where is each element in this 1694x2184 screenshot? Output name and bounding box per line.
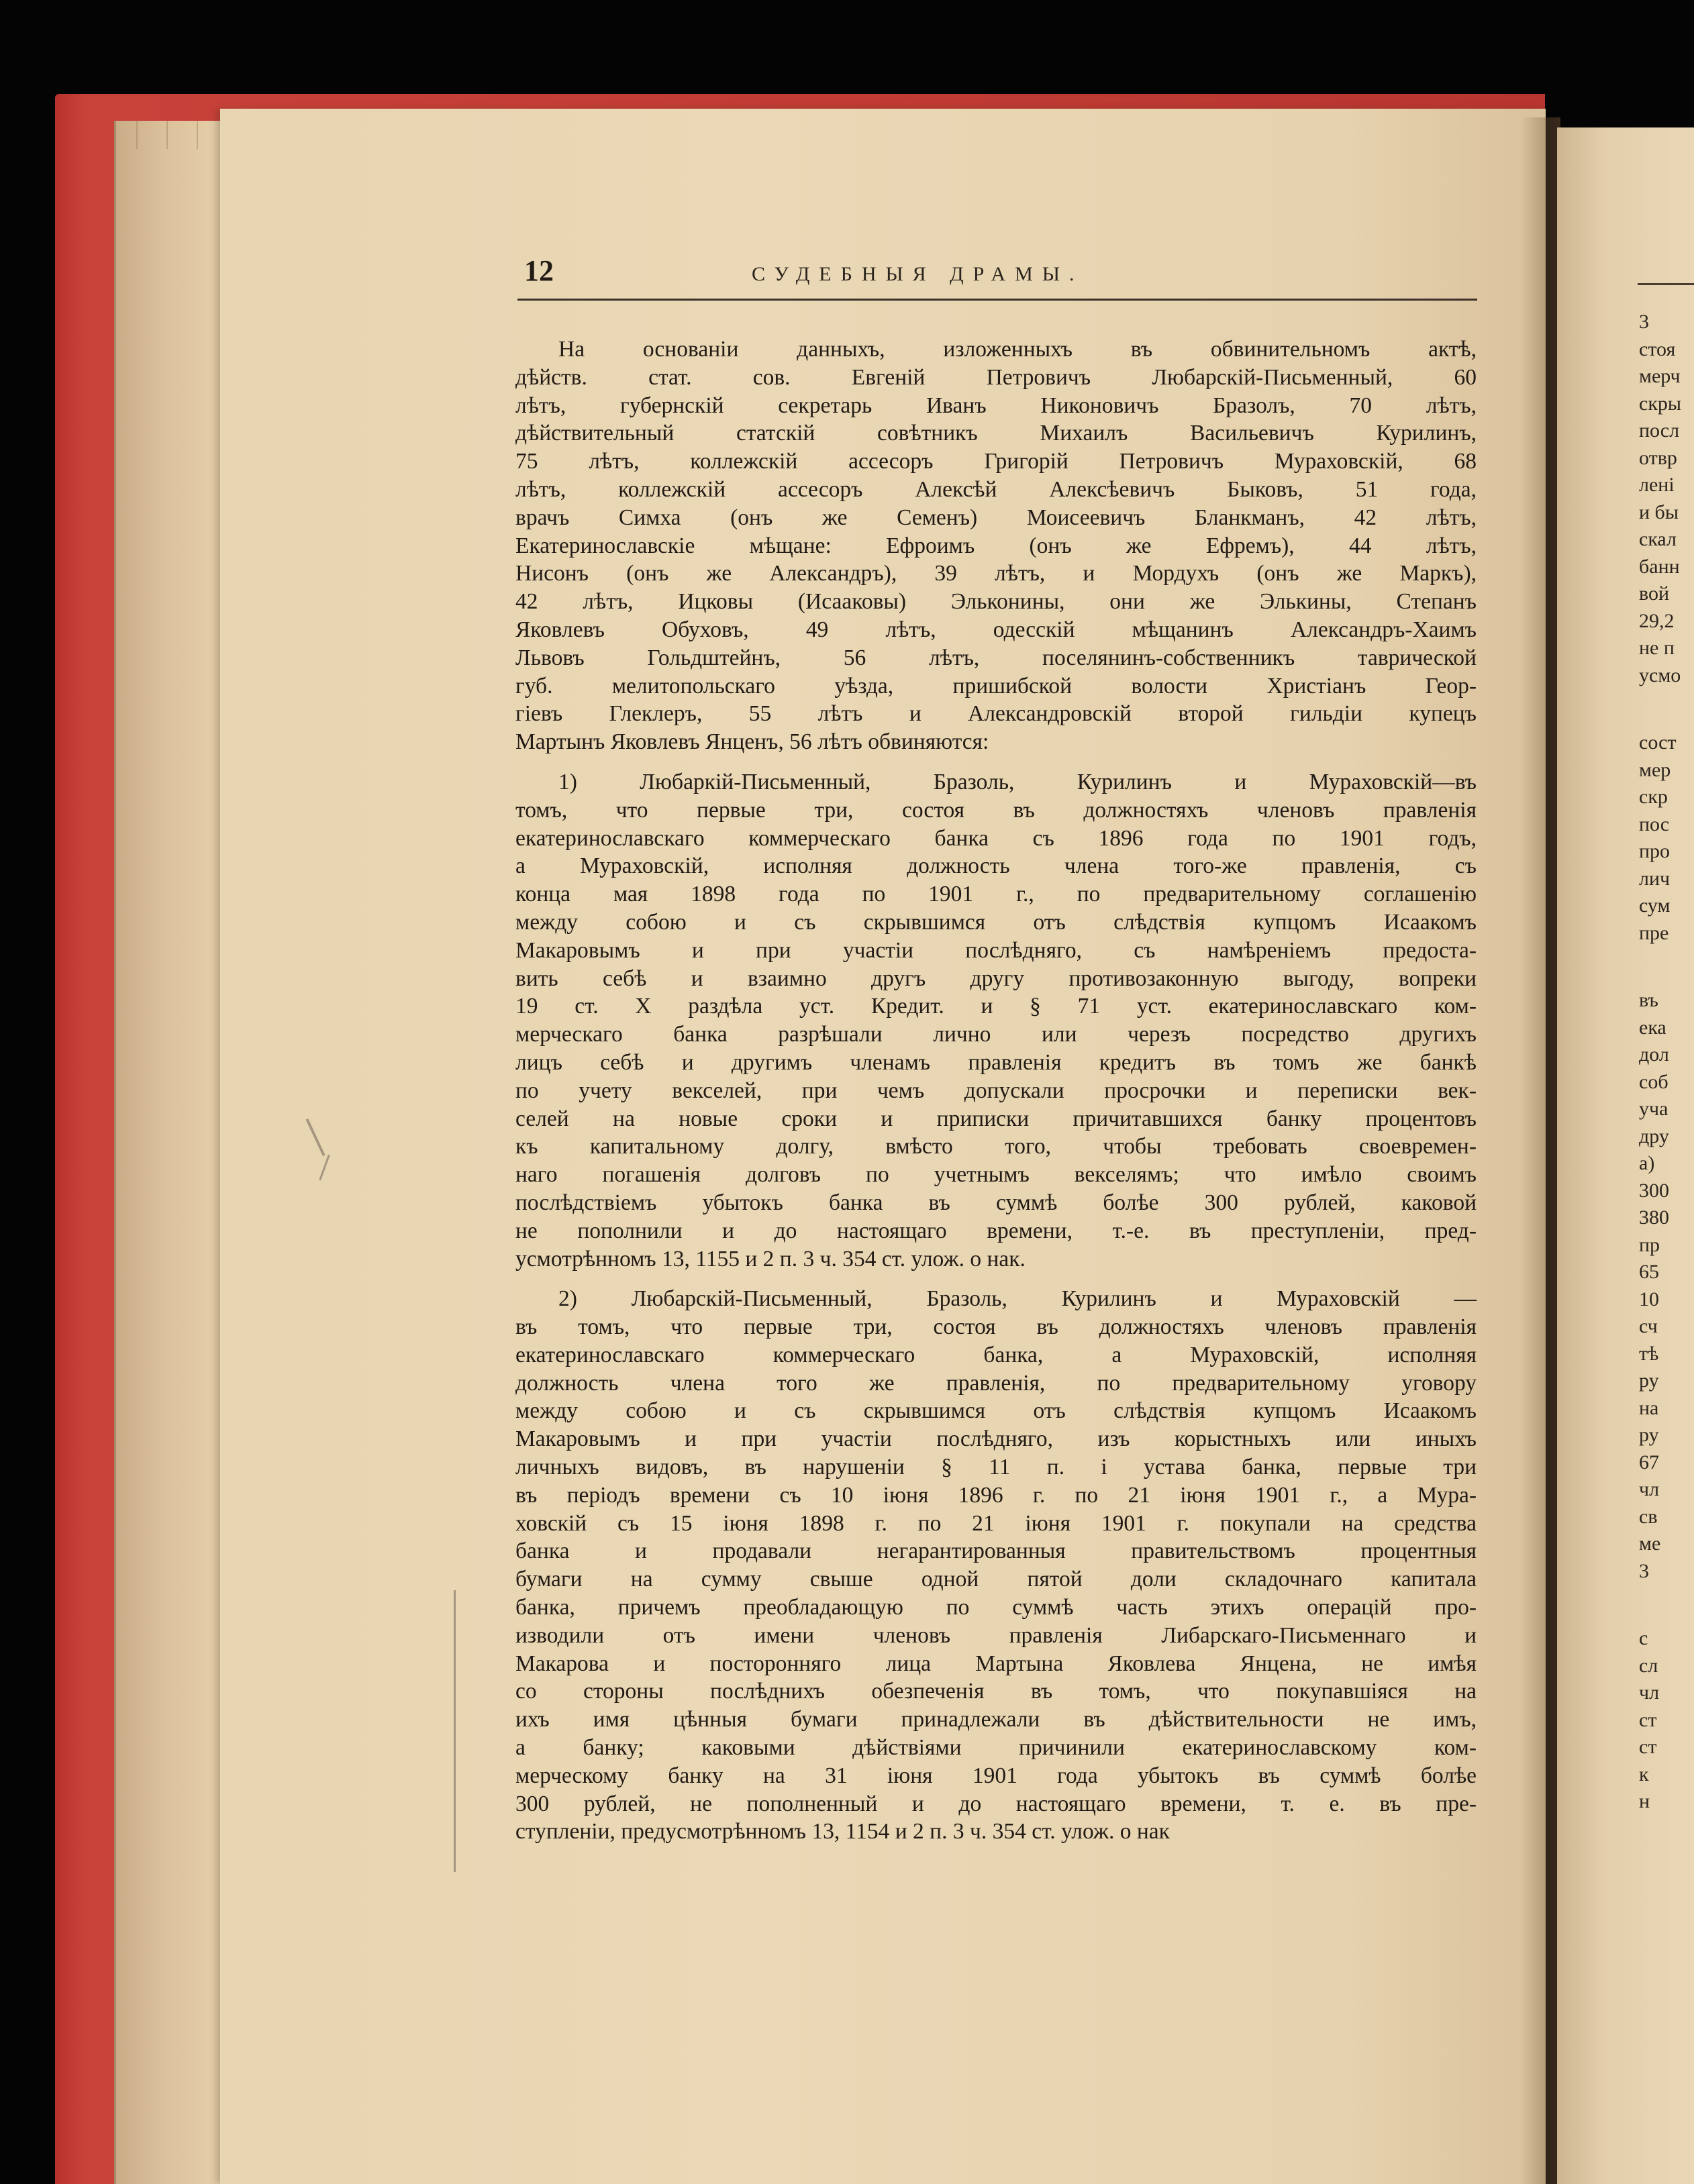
- paragraph: [515, 335, 1477, 756]
- facing-text-fragment: пос: [1639, 813, 1670, 835]
- facing-page: [1557, 127, 1694, 2184]
- text-line: Макаровымъ и при участіи послѣдняго, съ намѣреніемъ предоста-: [515, 937, 1477, 963]
- text-line: между собою и съ скрывшимся отъ слѣдствія купцомъ Исаакомъ: [515, 1398, 1477, 1424]
- facing-text-fragment: скр: [1639, 786, 1668, 808]
- text-line: къ капитальному долгу, вмѣсто того, чтобы требовать своевремен-: [515, 1134, 1477, 1159]
- text-line: Львовъ Гольдштейнъ, 56 лѣтъ, поселянинъ-собственникъ таврической: [515, 645, 1477, 670]
- text-line: мерческому банку на 31 іюня 1901 года убытокъ въ суммѣ болѣе: [515, 1763, 1477, 1788]
- text-line: не пополнили и до настоящаго времени, т.-е. въ преступленіи, пред-: [515, 1218, 1477, 1243]
- facing-text-fragment: чл: [1639, 1478, 1660, 1500]
- facing-text-fragment: пре: [1639, 921, 1669, 944]
- text-line: губ. мелитопольскаго уѣзда, пришибской волости Христіанъ Геор-: [515, 673, 1477, 698]
- text-line: наго погашенія долговъ по учетнымъ векселямъ; что имѣло своимъ: [515, 1162, 1477, 1188]
- text-line: дѣйств. стат. сов. Евгеній Петровичъ Любарскій-Письменный, 60: [515, 364, 1477, 390]
- text-line: лицъ себѣ и другимъ членамъ правленія кредитъ въ томъ же банкѣ: [515, 1049, 1477, 1075]
- facing-text-fragment: сум: [1639, 894, 1671, 917]
- facing-text-fragment: ру: [1639, 1424, 1659, 1446]
- facing-text-fragment: ст: [1639, 1736, 1657, 1758]
- facing-text-fragment: пр: [1639, 1233, 1660, 1256]
- header-rule: [517, 299, 1477, 301]
- text-line: а банку; каковыми дѣйствіями причинили екатеринославскому ком-: [515, 1735, 1477, 1761]
- text-line: между собою и съ скрывшимся отъ слѣдствія купцомъ Исаакомъ: [515, 909, 1477, 935]
- facing-text-fragment: 3: [1639, 1559, 1649, 1582]
- text-line: въ періодъ времени съ 10 іюня 1896 г. по 21 іюня 1901 г., а Мура-: [515, 1482, 1477, 1508]
- paragraph: [515, 1285, 1477, 1846]
- text-line: Нисонъ (онъ же Александръ), 39 лѣтъ, и Мордухъ (онъ же Маркъ),: [515, 561, 1477, 586]
- text-line: въ томъ, что первые три, состоя въ должностяхъ членовъ правленія: [515, 1314, 1477, 1340]
- text-line: селей на новые сроки и приписки причитавшихся банку процентовъ: [515, 1106, 1477, 1131]
- text-line: Яковлевъ Обуховъ, 49 лѣтъ, одесскій мѣщанинъ Александръ-Хаимъ: [515, 617, 1477, 642]
- facing-text-fragment: стоя: [1639, 337, 1676, 360]
- text-line: лѣтъ, коллежскій ассесоръ Алексѣй Алексѣевичъ Быковъ, 51 года,: [515, 476, 1477, 502]
- facing-text-fragment: сост: [1639, 731, 1677, 753]
- facing-text-fragment: к: [1639, 1763, 1649, 1785]
- text-line: ступленіи, предусмотрѣнномъ 13, 1154 и 2 п. 3 ч. 354 ст. улож. о нак: [515, 1819, 1170, 1844]
- facing-text-fragment: вой: [1639, 582, 1670, 605]
- facing-text-fragment: сл: [1639, 1654, 1658, 1677]
- facing-text-fragment: ру: [1639, 1369, 1659, 1392]
- facing-text-fragment: уча: [1639, 1098, 1668, 1120]
- facing-text-fragment: отвр: [1639, 446, 1677, 469]
- body-text: [515, 335, 1477, 1846]
- text-line: изводили отъ имени членовъ правленія Либарскаго-Письменнаго и: [515, 1622, 1477, 1648]
- paragraph-gap: [515, 1273, 1477, 1285]
- text-line: 1) Любаркій-Письменный, Бразоль, Курилинъ и Мураховскій—въ: [558, 769, 1477, 794]
- text-line: усмотрѣнномъ 13, 1155 и 2 п. 3 ч. 354 ст. улож. о нак.: [515, 1246, 1026, 1271]
- page-gutter: [1520, 117, 1560, 2184]
- facing-text-fragment: 10: [1639, 1288, 1659, 1310]
- page-number: 12: [524, 254, 554, 287]
- text-line: по учету векселей, при чемъ допускали просрочки и переписки век-: [515, 1078, 1477, 1103]
- paragraph-gap: [515, 756, 1477, 768]
- text-line: лѣтъ, губернскій секретарь Иванъ Никоновичъ Бразолъ, 70 лѣтъ,: [515, 393, 1477, 418]
- text-line: послѣдствіемъ убытокъ банка въ суммѣ болѣе 300 рублей, каковой: [515, 1190, 1477, 1215]
- facing-text-fragment: посл: [1639, 419, 1680, 441]
- text-line: На основаніи данныхъ, изложенныхъ въ обвинительномъ актѣ,: [558, 337, 1477, 362]
- text-line: бумаги на сумму свыше одной пятой доли складочнаго капитала: [515, 1567, 1477, 1592]
- text-line: екатеринославскаго коммерческаго банка, а Мураховскій, исполняя: [515, 1342, 1477, 1367]
- facing-text-fragment: тѣ: [1639, 1342, 1659, 1365]
- facing-text-fragment: ст: [1639, 1708, 1657, 1731]
- text-line: 300 рублей, не пополненный и до настоящаго времени, т. е. въ пре-: [515, 1791, 1477, 1816]
- text-line: 75 лѣтъ, коллежскій ассесоръ Григорій Петровичъ Мураховскій, 68: [515, 449, 1477, 474]
- facing-text-fragment: банн: [1639, 555, 1680, 578]
- facing-text-fragment: и бы: [1639, 501, 1679, 523]
- facing-head-rule: [1638, 283, 1694, 285]
- facing-text-fragment: лич: [1639, 867, 1671, 890]
- facing-text-fragment: на: [1639, 1396, 1659, 1419]
- text-line: дѣйствительный статскій совѣтникъ Михаилъ Васильевичъ Курилинъ,: [515, 421, 1477, 446]
- text-line: екатеринославскаго коммерческаго банка съ 1896 года по 1901 годъ,: [515, 825, 1477, 851]
- text-line: томъ, что первые три, состоя въ должностяхъ членовъ правленія: [515, 797, 1477, 823]
- facing-text-fragment: 65: [1639, 1261, 1659, 1283]
- facing-text-fragment: лені: [1639, 474, 1675, 496]
- text-line: Макарова и посторонняго лица Мартына Яковлева Янцена, не имѣя: [515, 1651, 1477, 1676]
- facing-text-fragment: а): [1639, 1152, 1655, 1174]
- facing-text-fragment: въ: [1639, 989, 1658, 1011]
- facing-text-fragment: 300: [1639, 1179, 1669, 1202]
- facing-text-fragment: с: [1639, 1627, 1648, 1649]
- text-line: вить себѣ и взаимно другъ другу противозаконную выгоду, вопреки: [515, 966, 1477, 991]
- facing-text-fragment: про: [1639, 840, 1671, 862]
- facing-text-fragment: ме: [1639, 1532, 1661, 1555]
- paragraph: [515, 768, 1477, 1273]
- facing-text-fragment: 67: [1639, 1451, 1659, 1473]
- text-line: банка, причемъ преобладающую по суммѣ часть этихъ операцій про-: [515, 1595, 1477, 1620]
- text-line: мерческаго банка разрѣшали лично или черезъ посредство другихъ: [515, 1022, 1477, 1047]
- text-line: гіевъ Глеклеръ, 55 лѣтъ и Александровскій второй гильдіи купецъ: [515, 701, 1477, 727]
- text-line: 42 лѣтъ, Ицковы (Исааковы) Эльконины, они же Элькины, Степанъ: [515, 589, 1477, 615]
- text-line: банка и продавали негарантированныя правительствомъ процентныя: [515, 1539, 1477, 1564]
- facing-text-fragment: св: [1639, 1505, 1658, 1528]
- text-line: врачъ Симха (онъ же Семенъ) Моисеевичъ Бланкманъ, 42 лѣтъ,: [515, 505, 1477, 530]
- text-line: Мартынъ Яковлевъ Янценъ, 56 лѣтъ обвиняются:: [515, 729, 989, 755]
- text-line: 2) Любарскій-Письменный, Бразоль, Курилинъ и Мураховскій —: [558, 1286, 1477, 1312]
- facing-text-fragment: мерч: [1639, 365, 1681, 387]
- facing-text-fragment: чл: [1639, 1681, 1660, 1704]
- facing-text-fragment: н: [1639, 1790, 1650, 1812]
- facing-text-fragment: соб: [1639, 1070, 1668, 1093]
- text-line: Макаровымъ и при участіи послѣдняго, изъ корыстныхъ или иныхъ: [515, 1426, 1477, 1452]
- running-title: СУДЕБНЫЯ ДРАМЫ.: [752, 263, 1084, 285]
- text-line: ихъ имя цѣнныя бумаги принадлежали въ дѣйствительности не имъ,: [515, 1707, 1477, 1732]
- text-line: 19 ст. X раздѣла уст. Кредит. и § 71 уст. екатеринославскаго ком-: [515, 994, 1477, 1019]
- facing-text-fragment: не п: [1639, 637, 1675, 659]
- text-line: личныхъ видовъ, въ нарушеніи § 11 п. і устава банка, первые три: [515, 1455, 1477, 1480]
- facing-text-fragment: скры: [1639, 392, 1682, 415]
- text-line: конца мая 1898 года по 1901 г., по предварительному соглашенію: [515, 882, 1477, 907]
- facing-text-fragment: 380: [1639, 1206, 1669, 1229]
- facing-text-fragment: 29,2: [1639, 609, 1675, 632]
- facing-text-fragment: ека: [1639, 1016, 1666, 1039]
- facing-text-fragment: мер: [1639, 758, 1671, 781]
- text-line: со стороны послѣднихъ обезпеченія въ томъ, что покупавшіяся на: [515, 1679, 1477, 1704]
- pencil-mark: [454, 1590, 456, 1872]
- text-line: а Мураховскій, исполняя должность члена того-же правленія, съ: [515, 853, 1477, 879]
- text-line: ховскій съ 15 іюня 1898 г. по 21 іюня 1901 г. покупали на средства: [515, 1510, 1477, 1536]
- facing-text-fragment: сч: [1639, 1315, 1658, 1337]
- facing-text-fragment: скал: [1639, 528, 1677, 550]
- text-line: должность члена того же правленія, по предварительному уговору: [515, 1370, 1477, 1396]
- facing-text-fragment: 3: [1639, 311, 1649, 333]
- facing-text-fragment: усмо: [1639, 664, 1681, 686]
- facing-text-fragment: дол: [1639, 1043, 1669, 1065]
- facing-text-fragment: дру: [1639, 1125, 1669, 1147]
- text-line: Екатеринославскіе мѣщане: Ефроимъ (онъ же Ефремъ), 44 лѣтъ,: [515, 533, 1477, 558]
